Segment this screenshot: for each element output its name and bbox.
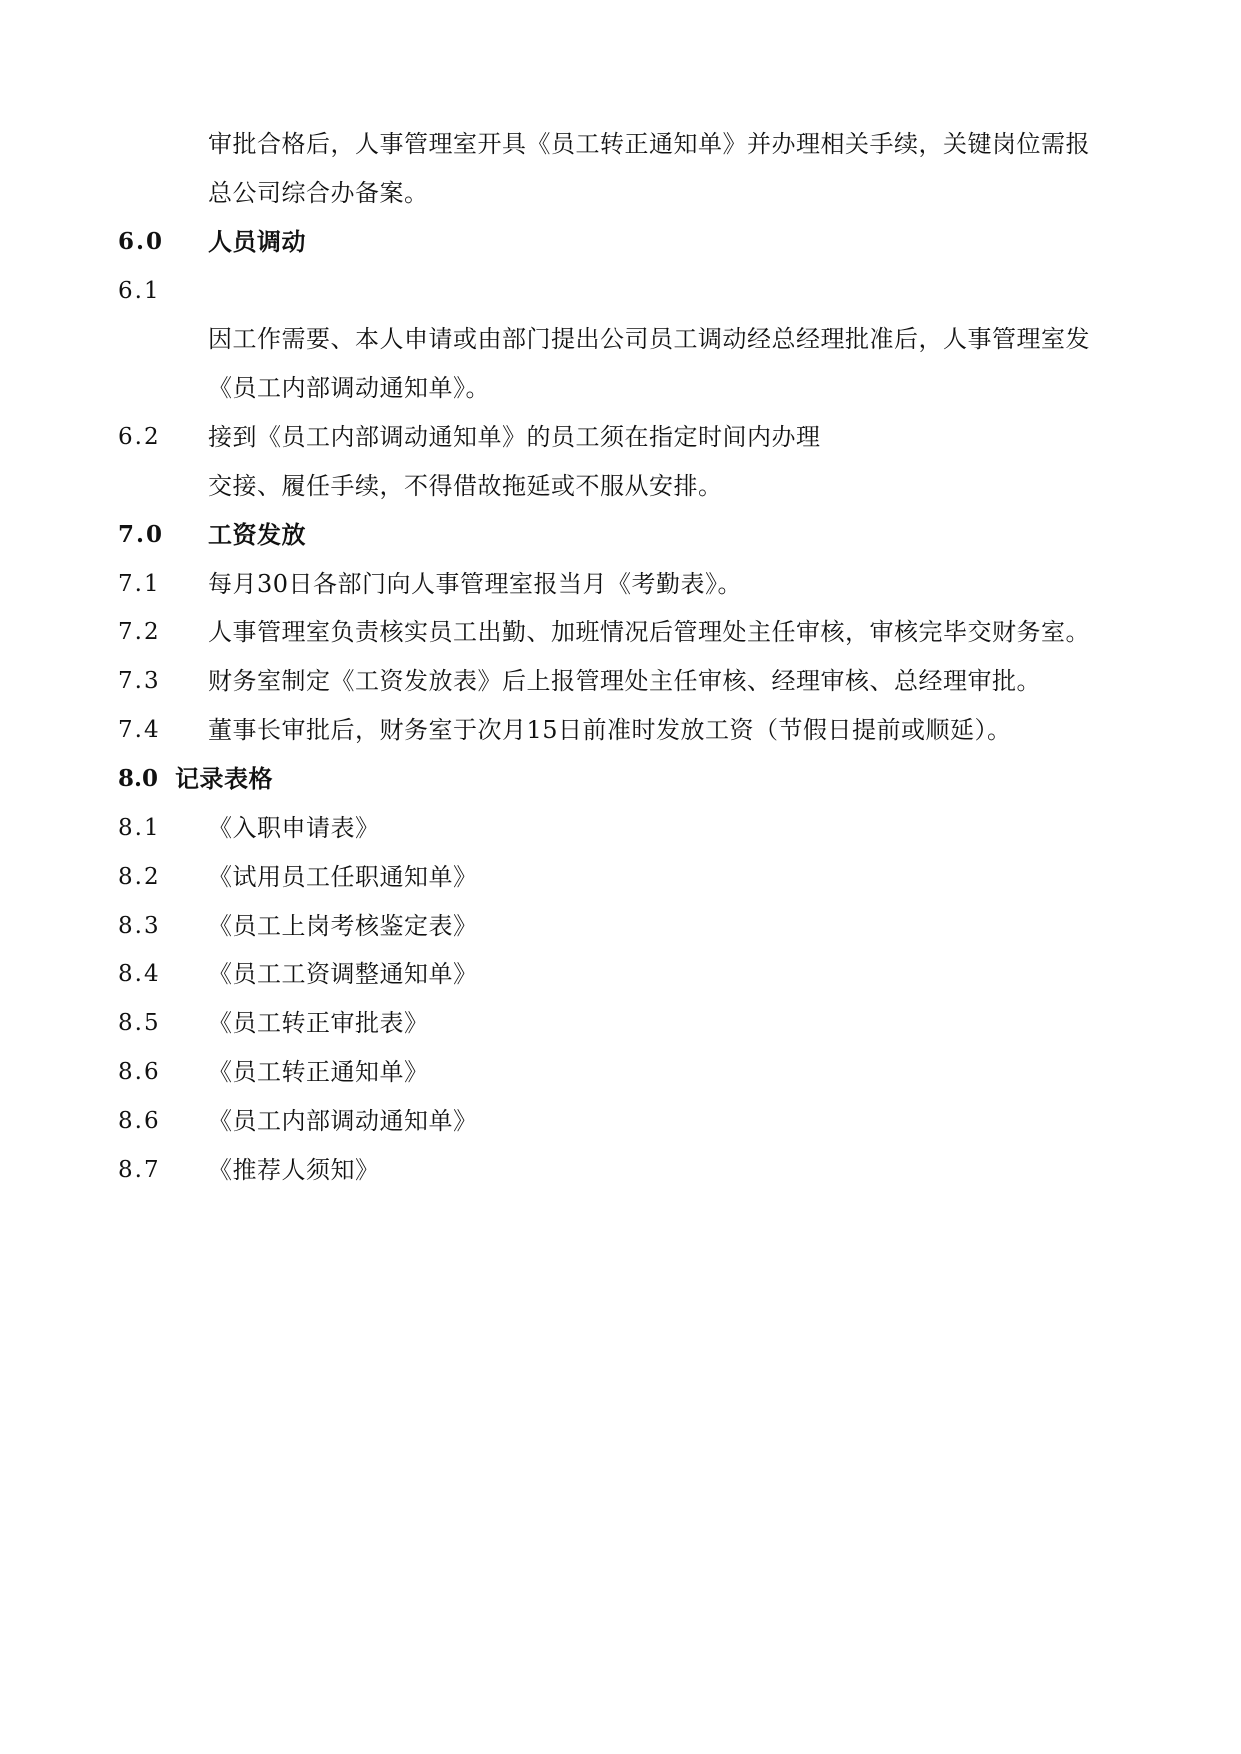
item-8-2-text: 《试用员工任职通知单》 (208, 863, 478, 891)
item-8-5-text: 《员工转正审批表》 (208, 1009, 429, 1037)
item-7-2-number: 7.2 (118, 619, 161, 645)
item-6-1-line2: 《员工内部调动通知单》。 (208, 374, 490, 402)
item-8-7-text: 《推荐人须知》 (208, 1156, 380, 1184)
item-8-5-number: 8.5 (118, 1010, 161, 1036)
item-7-4-text: 董事长审批后，财务室于次月15日前准时发放工资（节假日提前或顺延）。 (208, 716, 1012, 744)
item-7-3-text: 财务室制定《工资发放表》后上报管理处主任审核、经理审核、总经理审批。 (208, 667, 1041, 695)
item-8-4-text: 《员工工资调整通知单》 (208, 960, 478, 988)
section5-continuation-line2: 总公司综合办备案。 (208, 179, 429, 207)
section8-title: 记录表格 (175, 764, 273, 793)
item-8-3-number: 8.3 (118, 913, 161, 939)
item-8-7-number: 8.7 (118, 1157, 161, 1183)
item-8-1-text: 《入职申请表》 (208, 814, 380, 842)
item-8-1-number: 8.1 (118, 815, 161, 841)
item-7-4-number: 7.4 (118, 717, 161, 743)
item-7-3-number: 7.3 (118, 668, 161, 694)
item-8-6-text: 《员工转正通知单》 (208, 1058, 429, 1086)
item-7-2-text: 人事管理室负责核实员工出勤、加班情况后管理处主任审核，审核完毕交财务室。 (208, 618, 1090, 646)
item-8-3-text: 《员工上岗考核鉴定表》 (208, 912, 478, 940)
item-8-6b-number: 8.6 (118, 1108, 161, 1134)
item-7-1-number: 7.1 (118, 571, 161, 597)
item-6-1-line1: 因工作需要、本人申请或由部门提出公司员工调动经总经理批准后，人事管理室发 (208, 325, 1090, 353)
item-8-4-number: 8.4 (118, 961, 161, 987)
section7-number: 7.0 (118, 521, 165, 548)
item-8-2-number: 8.2 (118, 864, 161, 890)
item-8-6b-text: 《员工内部调动通知单》 (208, 1107, 478, 1135)
item-6-1-number: 6.1 (118, 278, 161, 304)
item-6-2-line2: 交接、履任手续，不得借故拖延或不服从安排。 (208, 472, 723, 500)
item-7-1-text: 每月30日各部门向人事管理室报当月《考勤表》。 (208, 570, 743, 598)
section5-continuation-line1: 审批合格后，人事管理室开具《员工转正通知单》并办理相关手续，关键岗位需报 (208, 130, 1090, 158)
item-6-2-number: 6.2 (118, 424, 161, 450)
item-8-6-number: 8.6 (118, 1059, 161, 1085)
section7-title: 工资发放 (208, 520, 306, 549)
section8-number: 8.0 (118, 765, 159, 792)
section6-title: 人员调动 (208, 227, 306, 256)
item-6-2-line1: 接到《员工内部调动通知单》的员工须在指定时间内办理 (208, 423, 821, 451)
section6-number: 6.0 (118, 228, 165, 255)
